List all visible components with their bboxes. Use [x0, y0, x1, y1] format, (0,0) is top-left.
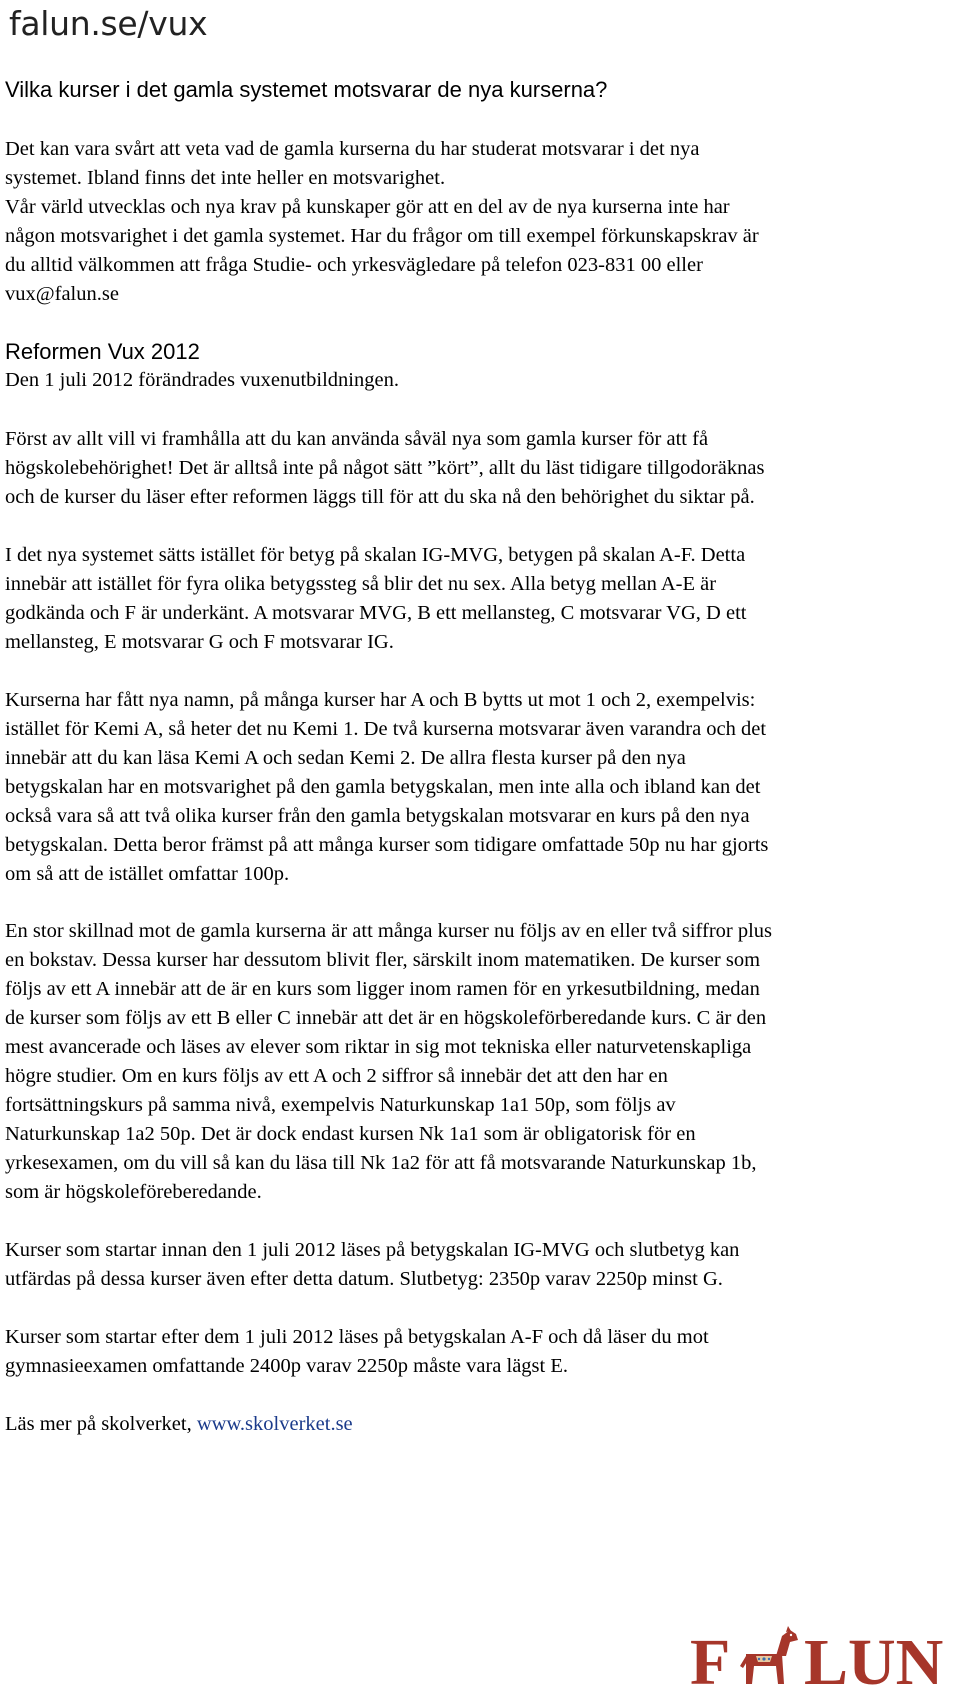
course-names-paragraph [5, 686, 957, 889]
paragraph-line: gymnasieexamen omfattande 2400p varav 2250p måste vara lägst E. [5, 1355, 568, 1377]
paragraph-line: mest avancerade och läses av elever som riktar in sig mot tekniska eller naturvetenskapliga [5, 1036, 752, 1058]
paragraph-line: En stor skillnad mot de gamla kurserna är att många kurser nu följs av en eller två siffror plus [5, 920, 773, 942]
intro-line: någon motsvarighet i det gamla systemet. Har du frågor om till exempel förkunskapskrav är [5, 225, 759, 247]
paragraph-line: mellansteg, E motsvarar G och F motsvarar IG. [5, 631, 394, 653]
after-date-paragraph [5, 1323, 957, 1381]
logo-letter-f: F [690, 1626, 731, 1686]
intro-line: Det kan vara svårt att veta vad de gamla kurserna du har studerat motsvarar i det nya [5, 138, 700, 160]
paragraph-line: högskolebehörighet! Det är alltså inte på något sätt ”kört”, allt du läst tidigare tillgodoräknas [5, 457, 765, 479]
paragraph-line: istället för Kemi A, så heter det nu Kemi 1. De två kurserna motsvarar även varandra och det [5, 718, 767, 740]
first-paragraph [5, 425, 957, 512]
paragraph-line: Först av allt vill vi framhålla att du kan använda såväl nya som gamla kurser för att få [5, 428, 709, 450]
logo-letters-lun: LUN [804, 1626, 944, 1686]
paragraph-line: betygskalan. Detta beror främst på att många kurser som tidigare omfattade 50p nu har gjorts [5, 834, 769, 856]
intro-line: Vår värld utvecklas och nya krav på kunskaper gör att en del av de nya kurserna inte har [5, 196, 730, 218]
skolverket-link[interactable]: www.skolverket.se [196, 1413, 353, 1435]
intro-line: du alltid välkommen att fråga Studie- och yrkesvägledare på telefon 023-831 00 eller [5, 254, 703, 276]
before-date-paragraph [5, 1236, 957, 1294]
read-more-line [5, 1410, 957, 1439]
site-url: falun.se/vux [9, 4, 208, 43]
dala-horse-icon [740, 1626, 798, 1684]
paragraph-line: Kurserna har fått nya namn, på många kurser har A och B bytts ut mot 1 och 2, exempelvis: [5, 689, 756, 711]
paragraph-line: Naturkunskap 1a2 50p. Det är dock endast kursen Nk 1a1 som är obligatorisk för en [5, 1123, 696, 1145]
paragraph-line: innebär att istället för fyra olika betygssteg så blir det nu sex. Alla betyg mellan A-E är [5, 573, 717, 595]
reform-heading: Reformen Vux 2012 [5, 339, 200, 364]
paragraph-line: följs av ett A innebär att de är en kurs som ligger inom ramen för en yrkesutbildning, medan [5, 978, 760, 1000]
page-heading: Vilka kurser i det gamla systemet motsvarar de nya kurserna? [5, 77, 608, 102]
paragraph-line: om så att de istället omfattar 100p. [5, 863, 290, 885]
paragraph-line: I det nya systemet sätts istället för betyg på skalan IG-MVG, betygen på skalan A-F. Detta [5, 544, 746, 566]
paragraph-line: en bokstav. Dessa kurser har dessutom blivit fler, särskilt inom matematiken. De kurser som [5, 949, 761, 971]
grades-paragraph [5, 541, 957, 657]
paragraph-line: högre studier. Om en kurs följs av ett A och 2 siffror så innebär det att den har en [5, 1065, 668, 1087]
paragraph-line: de kurser som följs av ett B eller C innebär att det är en högskoleförberedande kurs. C är den [5, 1007, 767, 1029]
paragraph-line: betygskalan har en motsvarighet på den gamla betygskalan, men inte alla och ibland kan det [5, 776, 761, 798]
falun-logo [690, 1626, 960, 1686]
paragraph-line: som är högskoleföreberedande. [5, 1181, 262, 1203]
paragraph-line: yrkesexamen, om du vill så kan du läsa till Nk 1a2 för att få motsvarande Naturkunskap 1b, [5, 1152, 757, 1174]
reform-date-line: Den 1 juli 2012 förändrades vuxenutbildningen. [5, 369, 399, 391]
paragraph-line: innebär att du kan läsa Kemi A och sedan Kemi 2. De allra flesta kurser på den nya [5, 747, 686, 769]
paragraph-line: utfärdas på dessa kurser även efter detta datum. Slutbetyg: 2350p varav 2250p minst G. [5, 1268, 723, 1290]
intro-line: systemet. Ibland finns det inte heller en motsvarighet. [5, 167, 446, 189]
intro-paragraph [5, 135, 957, 309]
course-letters-paragraph [5, 917, 957, 1207]
falun-logo-graphic [690, 1626, 960, 1686]
paragraph-line: också vara så att två olika kurser från den gamla betygskalan motsvarar en kurs på den nya [5, 805, 750, 827]
intro-line: vux@falun.se [5, 283, 119, 305]
paragraph-line: Kurser som startar innan den 1 juli 2012 läses på betygskalan IG-MVG och slutbetyg kan [5, 1239, 740, 1261]
read-more-paragraph [5, 1410, 957, 1439]
paragraph-line: godkända och F är underkänt. A motsvarar MVG, B ett mellansteg, C motsvarar VG, D ett [5, 602, 747, 624]
read-more-prefix: Läs mer på skolverket, [5, 1413, 197, 1435]
reform-date-paragraph [5, 366, 957, 395]
paragraph-line: och de kurser du läser efter reformen läggs till för att du ska nå den behörighet du siktar på. [5, 486, 755, 508]
paragraph-line: Kurser som startar efter dem 1 juli 2012 läses på betygskalan A-F och då läser du mot [5, 1326, 709, 1348]
paragraph-line: fortsättningskurs på samma nivå, exempelvis Naturkunskap 1a1 50p, som följs av [5, 1094, 676, 1116]
